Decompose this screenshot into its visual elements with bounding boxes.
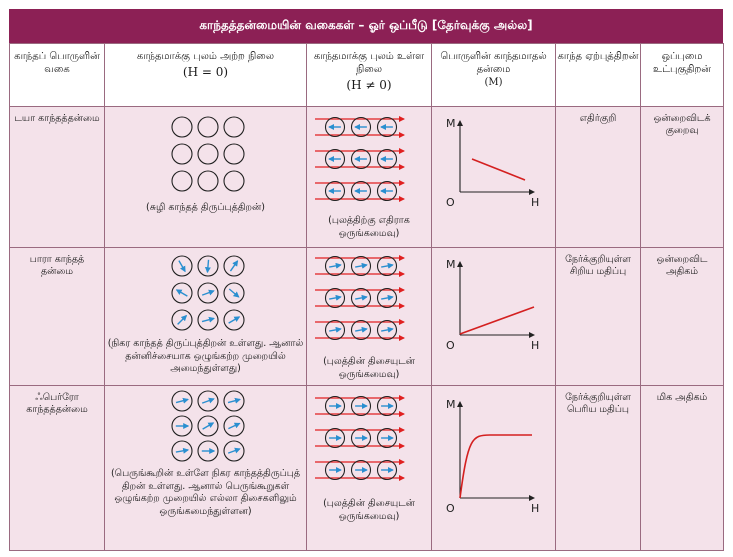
atom-grid-diagram xyxy=(105,113,305,203)
magnetism-comparison-table xyxy=(9,43,724,551)
dipole-arrow-icon xyxy=(178,316,187,325)
cell-susceptibility: நேர்க்குறியுள்ள சிறிய மதிப்பு xyxy=(556,248,641,386)
table-row-diamagnetic xyxy=(10,107,724,248)
x-axis-label: H xyxy=(531,196,540,209)
dipole-arrow-icon xyxy=(177,290,188,296)
y-axis-label: M xyxy=(446,398,456,411)
m-vs-h-graph xyxy=(432,107,554,245)
table-title: காந்தத்தன்மையின் வகைகள் – ஓர் ஒப்பீடு [தேர்வுக்கு அல்ல] xyxy=(9,9,723,43)
field-alignment-diagram xyxy=(307,113,430,213)
caption-no-field: (நிகர காந்தத் திருப்புத்திறன் உள்ளது. ஆனால் தன்னிச்சையாக ஒழுங்கற்ற முறையில் அமைந்துள்ளது) xyxy=(107,338,304,374)
cell-permeability: மிக அதிகம் xyxy=(641,386,724,551)
caption-no-field: (சுழி காந்தத் திருப்புத்திறன்) xyxy=(146,202,265,213)
atom-circle xyxy=(224,117,244,137)
dipole-arrow-icon xyxy=(381,329,393,331)
dipole-arrow-icon xyxy=(228,449,240,453)
dipole-arrow-icon xyxy=(381,265,393,267)
magnetization-curve xyxy=(460,435,532,498)
cell-magnetization-graph xyxy=(432,248,556,386)
dipole-arrow-icon xyxy=(381,297,393,299)
caption-with-field: (புலத்தின் திசையுடன் ஒருங்கமைவு) xyxy=(323,498,415,522)
cell-type: பாரா காந்தத் தன்மை xyxy=(10,248,105,386)
cell-with-field xyxy=(307,386,432,551)
header-material-type: காந்தப் பொருளின் வகை xyxy=(10,44,105,107)
dipole-arrow-icon xyxy=(228,423,239,428)
x-axis-label: H xyxy=(531,502,540,515)
origin-label: O xyxy=(446,339,455,352)
cell-magnetization-graph xyxy=(432,107,556,248)
dipole-arrow-icon xyxy=(228,399,240,402)
cell-type: டயா காந்தத்தன்மை xyxy=(10,107,105,248)
origin-label: O xyxy=(446,502,455,515)
dipole-arrow-icon xyxy=(229,317,240,323)
magnetization-curve xyxy=(460,307,534,334)
cell-type: ஃபெர்ரோ காந்தத்தன்மை xyxy=(10,386,105,551)
origin-label: O xyxy=(446,196,455,209)
header-permeability: ஒப்புமை உட்புகுதிறன் xyxy=(641,44,724,107)
y-axis-label: M xyxy=(446,117,456,130)
atom-circle xyxy=(198,117,218,137)
cell-with-field xyxy=(307,107,432,248)
cell-susceptibility: எதிர்குறி xyxy=(556,107,641,248)
cell-permeability: ஒன்றைவிட அதிகம் xyxy=(641,248,724,386)
caption-no-field: (பெருங்கூறின் உள்ளே நிகர காந்தத்திருப்புத் திறன் உள்ளது. ஆனால் பெருங்கூறுகள் ஒழுங்கற்ற முறையில் எல்லா திசைகளிலும் ஒருங்கமைந்துள்ளன) xyxy=(110,468,301,517)
cell-magnetization-graph xyxy=(432,386,556,551)
cell-no-field xyxy=(105,248,307,386)
dipole-arrow-icon xyxy=(202,318,214,321)
magnetization-curve xyxy=(472,159,525,180)
atom-circle xyxy=(172,171,192,191)
field-alignment-diagram xyxy=(307,392,430,492)
cell-permeability: ஒன்றைவிடக் குறைவு xyxy=(641,107,724,248)
header-with-field: காந்தமாக்கு புலம் உள்ள நிலை (H ≠ 0) xyxy=(307,44,432,107)
atom-circle xyxy=(198,144,218,164)
dipole-arrow-icon xyxy=(202,291,214,295)
caption-with-field: (புலத்திற்கு எதிராக ஒருங்கமைவு) xyxy=(328,215,410,239)
cell-no-field xyxy=(105,107,307,248)
dipole-arrow-icon xyxy=(207,260,208,272)
atom-circle xyxy=(198,171,218,191)
dipole-arrow-icon xyxy=(229,289,238,297)
cell-susceptibility: நேர்க்குறியுள்ள பெரிய மதிப்பு xyxy=(556,386,641,551)
atom-circle xyxy=(172,117,192,137)
dipole-arrow-icon xyxy=(329,265,341,267)
x-axis-label: H xyxy=(531,339,540,352)
dipole-arrow-icon xyxy=(179,261,185,272)
comparison-table-container xyxy=(9,9,723,547)
atom-circle xyxy=(172,144,192,164)
header-row xyxy=(10,44,724,107)
field-alignment-diagram xyxy=(307,252,430,352)
header-no-field: காந்தமாக்கு புலம் அற்ற நிலை (H = 0) xyxy=(105,44,307,107)
domain-grid-diagram xyxy=(105,389,305,473)
dipole-arrow-icon xyxy=(355,297,367,299)
dipole-arrow-icon xyxy=(230,261,237,271)
dipole-arrow-icon xyxy=(355,265,367,267)
table-row-paramagnetic xyxy=(10,248,724,386)
cell-no-field xyxy=(105,386,307,551)
dipole-arrow-icon xyxy=(329,329,341,331)
atom-grid-diagram xyxy=(105,252,305,342)
dipole-arrow-icon xyxy=(329,297,341,299)
dipole-arrow-icon xyxy=(176,450,188,452)
dipole-arrow-icon xyxy=(203,423,214,429)
header-susceptibility: காந்த ஏற்புத்திறன் xyxy=(556,44,641,107)
atom-circle xyxy=(224,144,244,164)
m-vs-h-graph xyxy=(432,386,554,546)
dipole-arrow-icon xyxy=(176,399,188,402)
dipole-arrow-icon xyxy=(202,399,214,403)
atom-circle xyxy=(224,171,244,191)
cell-with-field xyxy=(307,248,432,386)
header-magnetization: பொருளின் காந்தமாதல் தன்மை (M) xyxy=(432,44,556,107)
table-row-ferromagnetic xyxy=(10,386,724,551)
m-vs-h-graph xyxy=(432,248,554,383)
y-axis-label: M xyxy=(446,258,456,271)
dipole-arrow-icon xyxy=(355,329,367,331)
caption-with-field: (புலத்தின் திசையுடன் ஒருங்கமைவு) xyxy=(323,356,415,380)
